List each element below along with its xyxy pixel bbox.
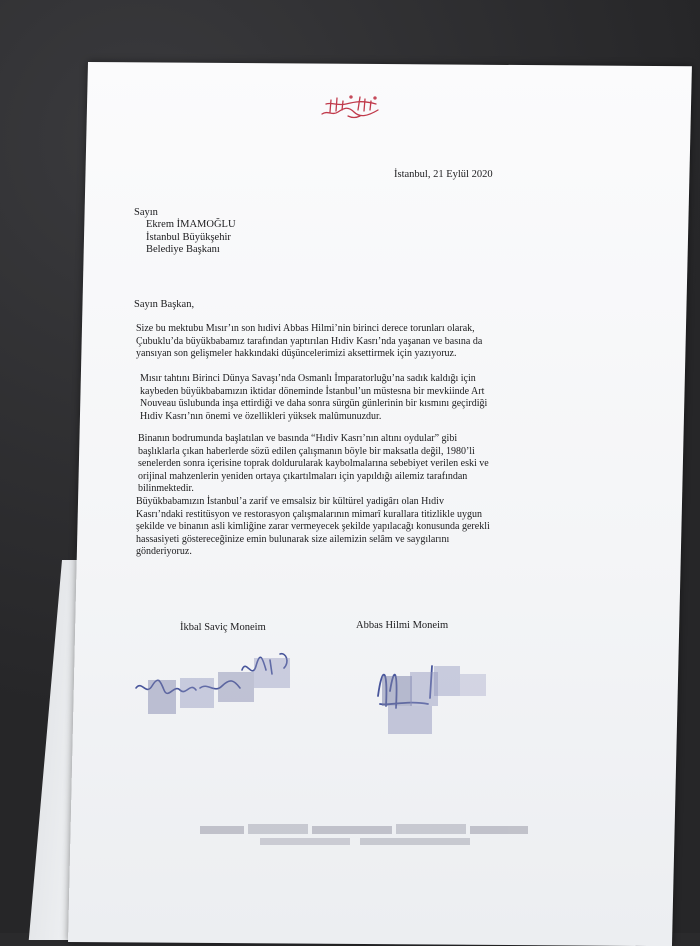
signature-right (368, 646, 498, 746)
paragraph (140, 373, 524, 423)
paragraph-line: gönderiyoruz. (136, 546, 192, 558)
paragraph (138, 433, 522, 496)
paragraph-line: kaybeden büyükbabamızın iktidar döneminde İstanbul’un müstesna bir mevkiinde Art (140, 385, 485, 397)
paragraph-line: senelerden sonra içerisine toprak doldurularak kaybolmalarına sebebiyet verilen eski ve (138, 458, 489, 470)
paragraph-line: Çubuklu’da büyükbabamız tarafından yaptırılan Hıdiv Kasrı’nda yaşanan ve basına da (136, 335, 483, 347)
signature-blur-right (382, 666, 486, 734)
recipient-block (134, 207, 236, 257)
signer-name-right: Abbas Hilmi Moneim (356, 620, 449, 631)
paragraph-line: Mısır tahtını Birinci Dünya Savaşı’nda Osmanlı İmparatorluğu’na sadık kaldığı için (140, 373, 476, 384)
salutation: Sayın Başkan, (134, 299, 195, 310)
recipient-title: Belediye Başkanı (146, 244, 220, 256)
recipient-line: İstanbul Büyükşehir (146, 231, 231, 243)
paragraph-line: Hıdiv Kasrı’nın önemi ve özellikleri yüksek malûmunuzdur. (140, 410, 382, 422)
paragraph-line: Size bu mektubu Mısır’ın son hıdivi Abbas Hilmi’nin birinci derece torunları olarak, (136, 323, 475, 334)
paragraph (136, 496, 520, 559)
paragraph-line: bilinmektedir. (138, 483, 194, 495)
calligraphy-emblem-icon (318, 92, 384, 120)
paragraph-line: Kasrı’ndaki restitüsyon ve restorasyon çalışmalarının mimarî kurallara titizlikle uygun (136, 508, 483, 520)
recipient-line: Sayın (134, 207, 158, 218)
signature-left (130, 640, 300, 720)
paragraph-line: yansıyan son gelişmeler hakkındaki düşüncelerimizi aksettirmek için yazıyoruz. (136, 348, 457, 360)
letter-date: İstanbul, 21 Eylül 2020 (394, 169, 493, 180)
signer-name-left: İkbal Saviç Moneim (180, 622, 266, 633)
paragraph-line: orijinal mahzenlerin yeniden ortaya çıkartılmaları için yapıldığı ailemiz tarafından (138, 470, 468, 482)
recipient-name: Ekrem İMAMOĞLU (146, 219, 236, 231)
paragraph-line: hassasiyeti göstereceğinize emin bulunarak size ailemizin selâm ve saygılarını (136, 533, 450, 545)
paragraph-line: Binanın bodrumunda başlatılan ve basında “Hıdiv Kasrı’nın altını oydular” gibi (138, 433, 458, 444)
paragraph (136, 323, 520, 361)
paragraph-line: Nouveau üslubunda inşa ettirdiği ve daha sonra sürgün günlerinin bir kısmını geçirdiği (140, 398, 488, 410)
footer-redacted (200, 820, 530, 850)
paragraph-line: şekilde ve binanın asli kimliğine zarar vermeyecek şekilde yapılacağı konusunda gerekli (136, 521, 490, 533)
signature-blur-left (148, 658, 290, 714)
paragraph-line: Büyükbabamızın İstanbul’a zarif ve emsalsiz bir kültürel yadigârı olan Hıdiv (136, 496, 444, 507)
paragraph-line: başlıklarla çıkan haberlerde sözü edilen çalışmanın böyle bir maksatla değil, 1980’li (138, 445, 475, 457)
